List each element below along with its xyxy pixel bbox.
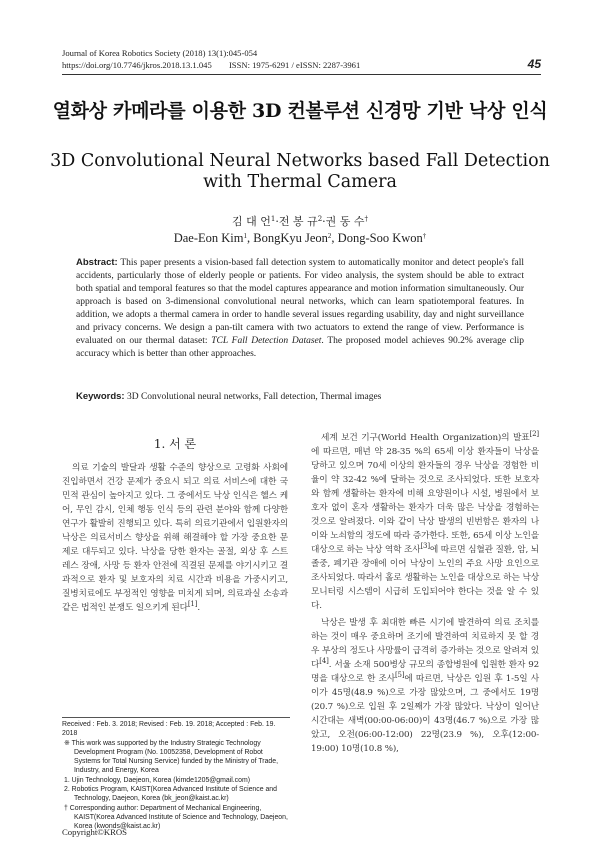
journal-citation: Journal of Korea Robotics Society (2018) 13(1):045-054	[62, 48, 258, 58]
affiliation-mark: 1	[243, 232, 248, 240]
affiliation-mark: †	[422, 232, 427, 240]
header-divider	[62, 74, 541, 75]
affiliation-1: 1. Ujin Technology, Daejeon, Korea (kimde1205@gmail.com)	[64, 776, 250, 784]
korean-authors	[0, 213, 600, 229]
section-heading: 1. 서 론	[153, 437, 197, 451]
affiliation-mark: 1	[270, 215, 276, 223]
citation: [4]	[319, 657, 329, 665]
doi-issn: https://doi.org/10.7746/jkros.2018.13.1.045 ISSN: 1975-6291 / eISSN: 2287-3961	[62, 59, 361, 70]
journal-header	[62, 48, 360, 71]
received-dates: Received : Feb. 3. 2018; Revised : Feb. 19. 2018; Accepted : Feb. 19. 2018	[62, 721, 276, 738]
keywords	[76, 391, 524, 402]
english-authors	[0, 231, 600, 246]
affiliation-mark: 2	[317, 215, 323, 223]
affiliation-mark: †	[364, 215, 369, 223]
affiliation-mark: 2	[327, 232, 332, 240]
intro-paragraph: 의료 기술의 발달과 생활 수준의 향상으로 고령화 사회에 진입하면서 건강 문제가 중요시 되고 의료 서비스에 대한 국민적 관심이 높아지고 있다. 그 중에서도 낙상 인식은 헬스 케어, 무인 감시, 인체 행동 인식 등의 관련 분야와 함께 다양한 연구가 활발히 진행되고 있다. 특히 의료기관에서 입원환자의 낙상은 의료서비스 향상을 위해 해결해야 할 가장 중요한 문제로 대두되고 있다. 낙상을 당한 환자는 골절, 외상 후 스트레스 장애, 사망 등 환자 안전에 직결된 문제를 야기시키고 결과적으로 환자 및 보호자의 치료 시간과 비용을 가중시키고, 질병치료에도 부정적인 영향을 미치게 되며, 의료과실 소송과 같은 법적인 분쟁도 일으키게 된다[1].	[62, 463, 288, 613]
abstract-text: This paper presents a vision-based fall detection system to automatically monitor and detect people's fall accidents, particularly those of elderly people or patients. For video analysis, the system should be able to extract both spatial and temporal features so that the model captures appearance and motion information simultaneously. Our approach is based on 3-dimensional convolutional neural networks, which can learn spatiotemporal features. In addition, we adopts a thermal camera in order to handle several issues regarding usability, day and night surveillance and privacy concerns. We design a pan-tilt camera with two actuators to extend the range of view. Performance is evaluated on our thermal dataset:	[76, 258, 524, 346]
funding-note: ※ This work was supported by the Industry Strategic Technology Development Program (No. 10052358, Development of Robot Systems for Total Nursing Service) funded by the Ministry of Trade, Industry, and Energy, Korea	[64, 739, 278, 775]
citation: [1]	[187, 600, 198, 608]
page-number: 45	[527, 57, 541, 71]
author-name: Dae-Eon Kim	[173, 231, 244, 245]
author-name: 전 봉 규	[278, 215, 318, 228]
citation: [5]	[394, 671, 405, 679]
abstract-label: Abstract:	[76, 257, 118, 268]
author-separator: ·	[322, 215, 326, 228]
corresponding-author: † Corresponding author: Department of Mechanical Engineering, KAIST(Korea Advanced Institute of Science and Technology, Daejeon, Korea (kwonds@kaist.ac.kr)	[64, 804, 288, 831]
keywords-text: 3D Convolutional neural networks, Fall detection, Thermal images	[126, 392, 382, 402]
keywords-label: Keywords:	[76, 391, 125, 402]
citation: [2]	[529, 430, 539, 438]
footnote-divider	[62, 717, 290, 718]
korean-title: 열화상 카메라를 이용한 3D 컨볼루션 신경망 기반 낙상 인식	[52, 100, 548, 122]
author-name: 권 동 수	[325, 215, 365, 228]
author-name: 김 대 언	[231, 215, 271, 228]
author-separator: ·	[275, 215, 279, 228]
abstract	[76, 256, 524, 361]
right-column	[311, 431, 539, 759]
left-column	[62, 461, 288, 618]
author-separator: ,	[331, 231, 338, 245]
english-title-line-1: 3D Convolutional Neural Networks based Fall Detection	[50, 151, 550, 171]
english-title	[0, 151, 600, 193]
abstract-text-end: . The proposed model achieves 90.2% average clip accuracy which is better than other approaches.	[76, 336, 525, 359]
copyright: Copyright©KROS	[62, 827, 128, 837]
author-name: Dong-Soo Kwon	[337, 231, 423, 245]
footnotes	[62, 717, 290, 832]
paragraph: 세계 보건 기구(World Health Organization)의 발표[2]에 따르면, 매년 약 28-35 %의 65세 이상 환자들이 낙상을 당하고 있으며 70세 이상의 환자들의 경우 낙상을 경험한 비율이 약 32-42 %에 달하는 것으로 조사되었다. 또한 보호자와 함께 생활하는 환자에 비해 요양원이나 시설, 병원에서 보호자 없이 혼자 생활하는 환자가 더욱 많은 낙상을 경험하는 것으로 알려졌다. 이와 같이 낙상 발생의 빈번함은 환자의 나이와 노쇠함의 정도에 따라 증가한다. 또한, 65세 이상 노인을 대상으로 하는 낙상 역학 조사[3]에 따르면 심혈관 질환, 암, 뇌졸중, 폐기관 장애에 이어 낙상이 노인의 주요 사망 요인으로 조사되었다. 따라서 홀로 생활하는 노인을 대상으로 하는 낙상 모니터링 시스템이 시급히 도입되어야 한다는 것을 알 수 있다.	[311, 430, 539, 611]
author-name: BongKyu Jeon	[253, 231, 328, 245]
dataset-name: TCL Fall Detection Dataset	[211, 336, 322, 346]
paragraph: 낙상은 발생 후 최대한 빠른 시기에 발견하여 의료 조치를 하는 것이 매우 중요하며 조기에 발견하여 치료하지 못 할 경우 부상의 정도나 사망률이 급격히 증가하는 것으로 알려져 있다[4]. 서울 소재 500병상 규모의 종합병원에 입원한 환자 92명을 대상으로 한 조사[5]에 따르면, 낙상은 입원 후 1-5일 사이가 45명(48.9 %)으로 가장 많았으며, 그 중에서도 19명(20.7 %)으로 입원 후 2일째가 가장 많았다. 낙상이 일어난 시간대는 새벽(00:00-06:00)이 43명(46.7 %)으로 가장 많았고, 오전(06:00-12:00) 22명(23.9 %), 오후(12:00-19:00) 10명(10.8 %),	[311, 618, 540, 754]
citation: [3]	[420, 542, 430, 550]
english-title-line-2: with Thermal Camera	[203, 172, 397, 192]
author-separator: ,	[247, 231, 254, 245]
affiliation-2: 2. Robotics Program, KAIST(Korea Advanced Institute of Science and Technology, Daejeon, Korea (bk_jeon@kaist.ac.kr)	[64, 786, 277, 803]
